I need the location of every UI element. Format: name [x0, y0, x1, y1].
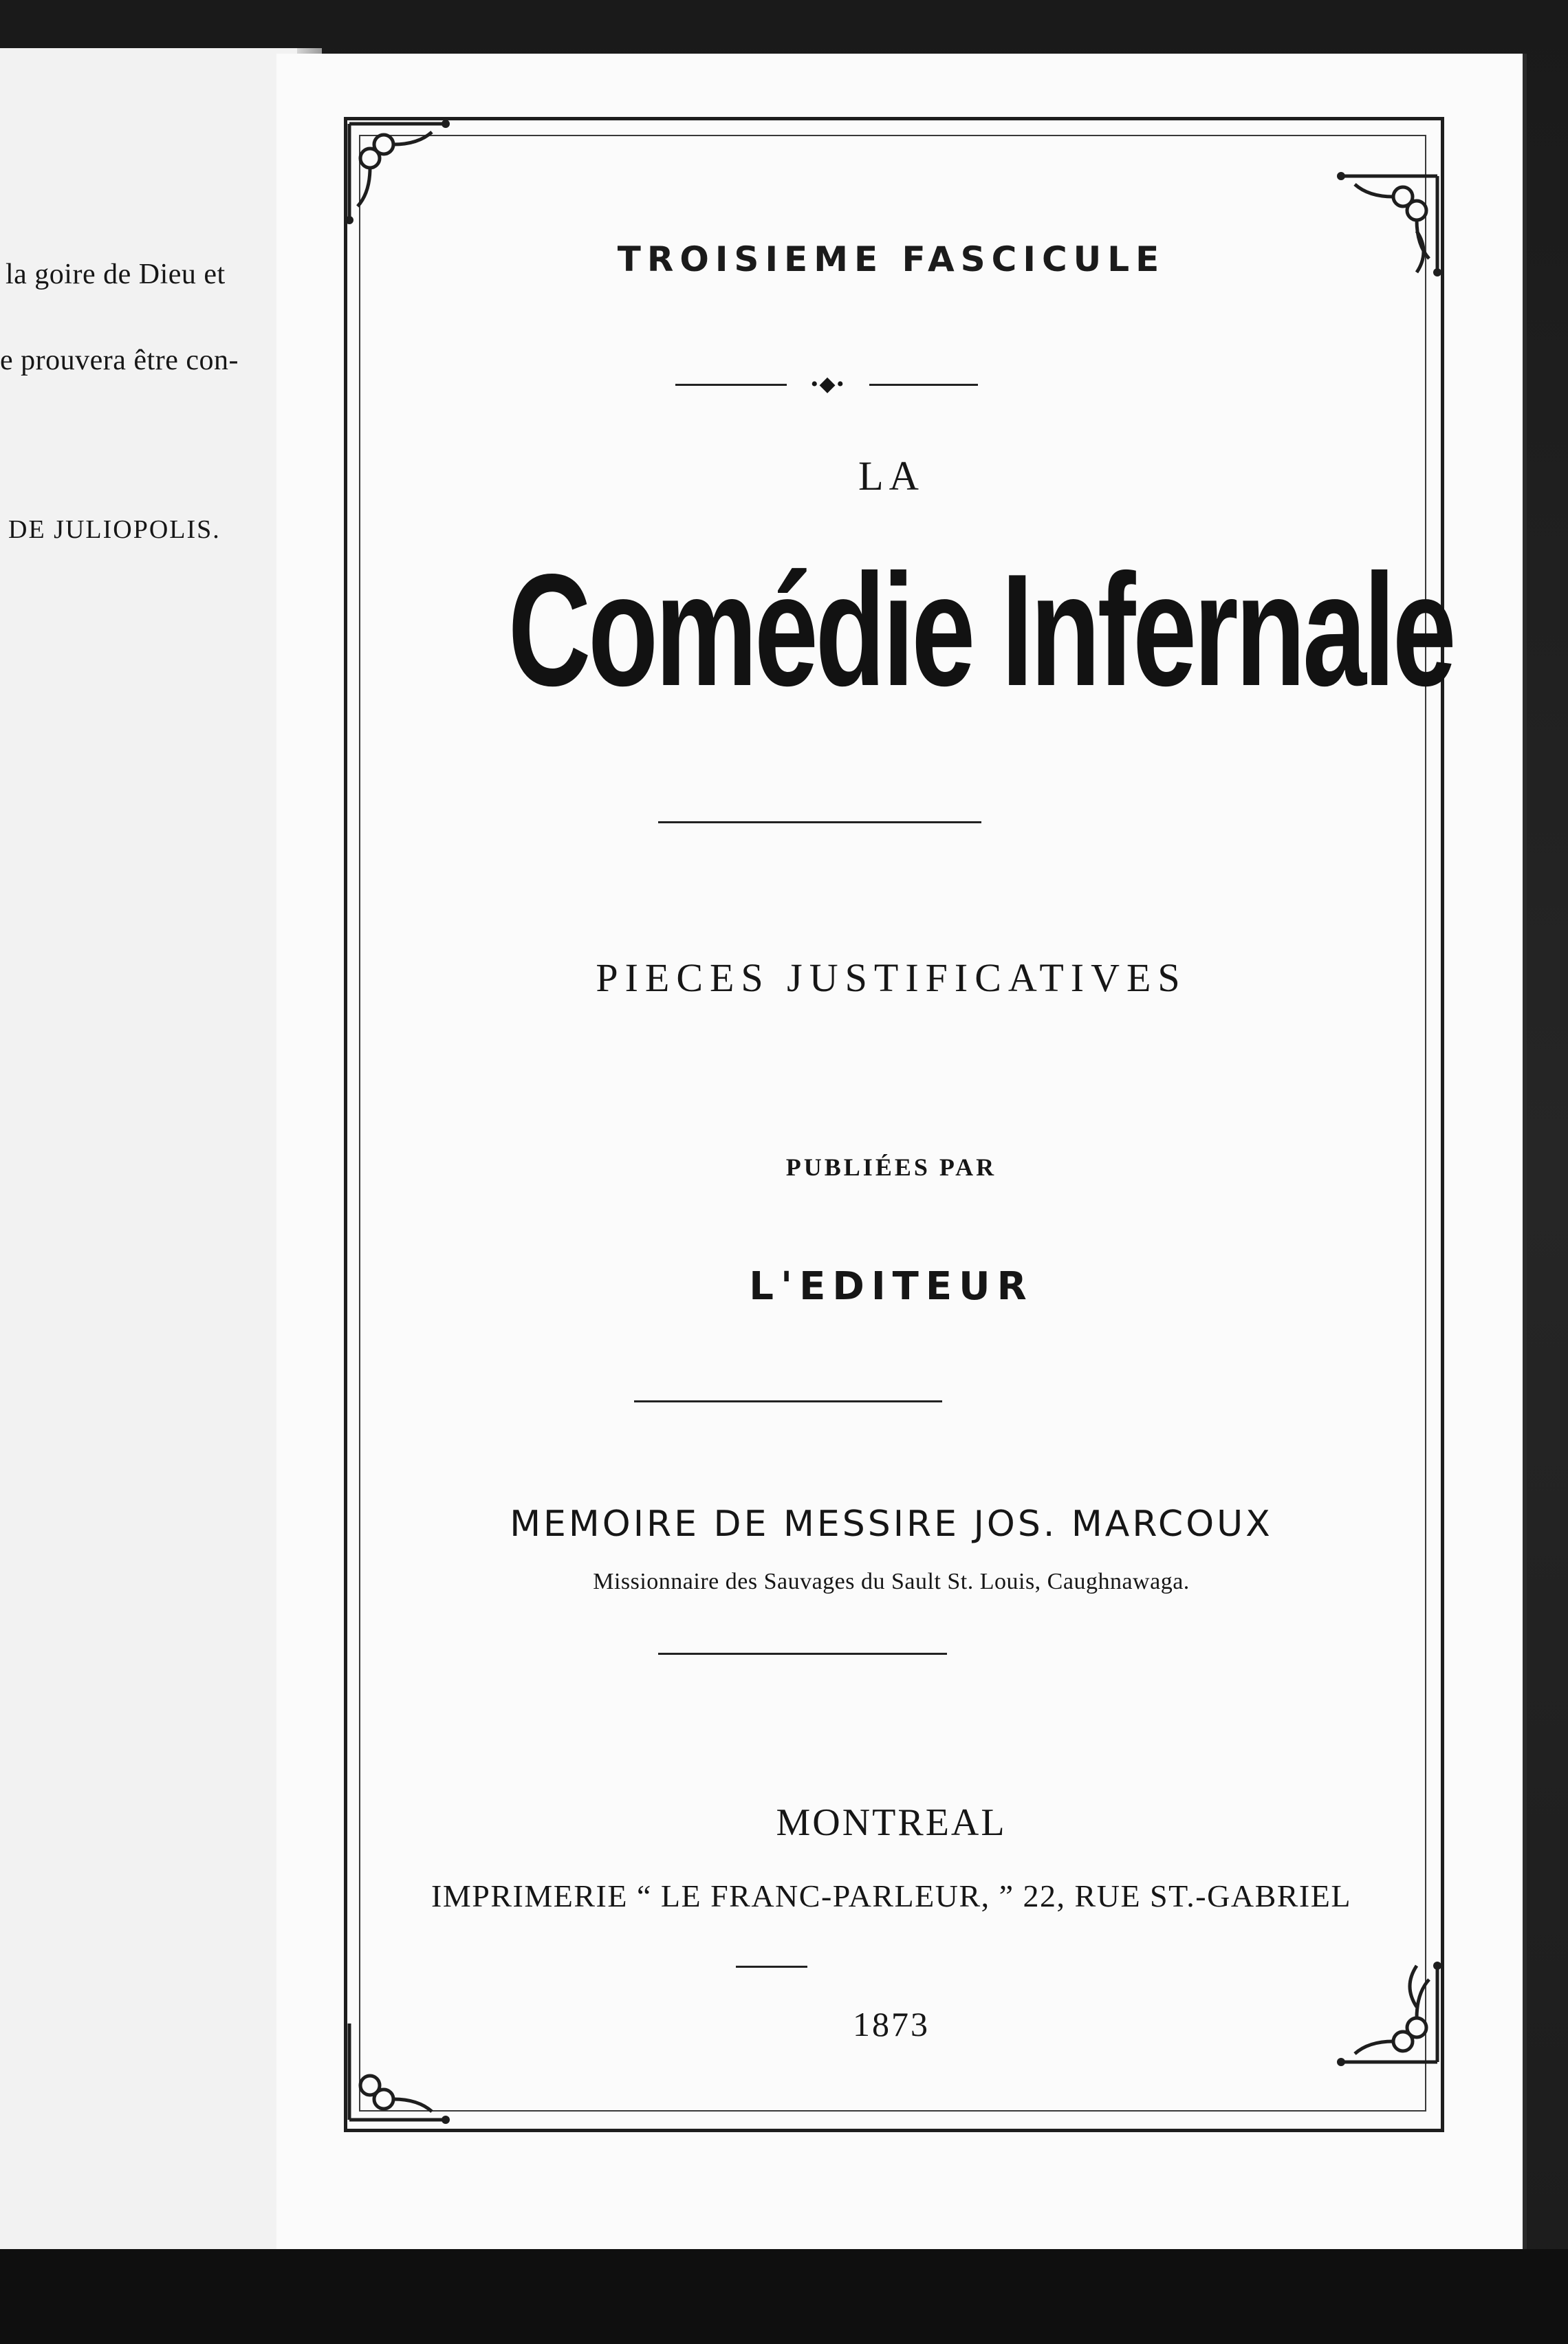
- title-article: LA: [858, 453, 924, 499]
- missionary-line: Missionnaire des Sauvages du Sault St. Louis, Caughnawaga.: [593, 1569, 1190, 1594]
- publication-year: 1873: [853, 2005, 930, 2043]
- published-by-label: PUBLIÉES PAR: [785, 1153, 997, 1181]
- divider-rule: [658, 821, 981, 823]
- left-page-strip: [0, 48, 322, 2249]
- scan-bottom-edge: [0, 2249, 1568, 2344]
- corner-ornament-icon: [342, 117, 473, 248]
- fascicule-heading: TROISIEME FASCICULE: [617, 239, 1166, 279]
- left-page-line-3: DE JULIOPOLIS.: [8, 515, 221, 544]
- divider-rule: [634, 1400, 942, 1402]
- corner-ornament-icon: [1314, 1938, 1444, 2069]
- left-page-line-1: la goire de Dieu et: [6, 259, 226, 290]
- divider-ornament: •◆•: [787, 374, 869, 395]
- divider-rule-short: [736, 1966, 807, 1968]
- left-page-line-2: e prouvera être con-: [0, 345, 239, 376]
- divider-rule: [658, 1653, 947, 1655]
- title-page: [276, 54, 1527, 2249]
- corner-ornament-icon: [1314, 169, 1444, 300]
- printer-line: IMPRIMERIE “ LE FRANC-PARLEUR, ” 22, RUE ST.-GABRIEL: [431, 1878, 1351, 1913]
- city-name: MONTREAL: [776, 1801, 1007, 1844]
- memoire-heading: MEMOIRE DE MESSIRE JOS. MARCOUX: [510, 1504, 1273, 1545]
- main-title: Comédie Infernale: [508, 541, 1454, 719]
- editor-name: L'EDITEUR: [749, 1264, 1034, 1309]
- subtitle: PIECES JUSTIFICATIVES: [596, 955, 1187, 1000]
